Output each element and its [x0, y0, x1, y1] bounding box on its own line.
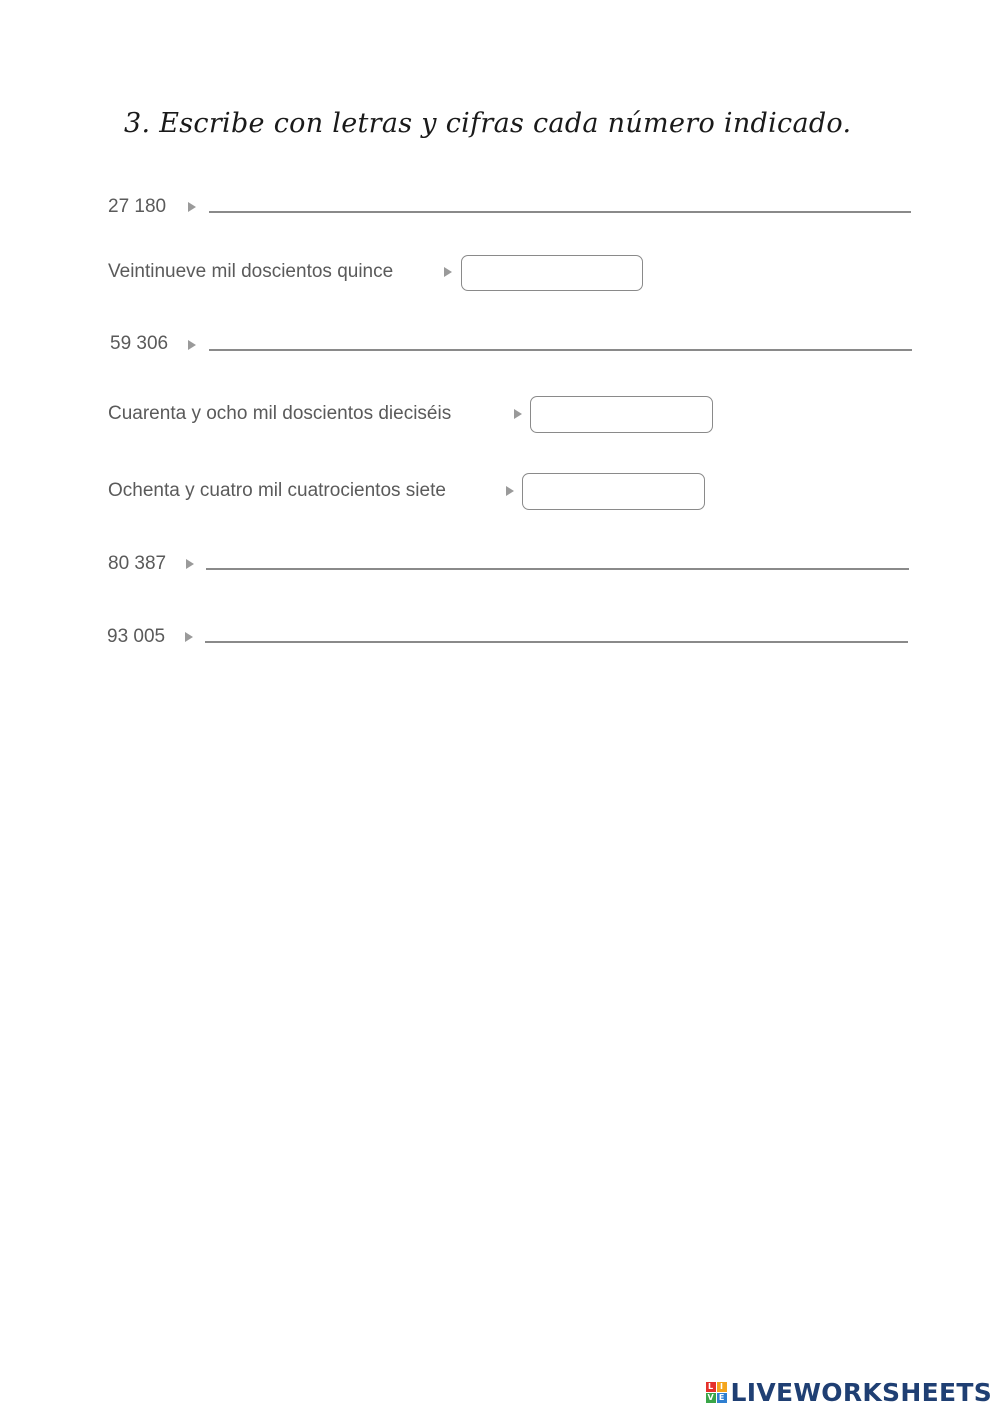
number-label: 59 306: [110, 333, 169, 354]
liveworksheets-logo: [706, 1378, 992, 1407]
number-label: 80 387: [108, 553, 167, 574]
arrow-icon: [186, 559, 194, 569]
logo-mark-cell: E: [717, 1393, 727, 1403]
number-label: 93 005: [107, 626, 166, 647]
arrow-icon: [514, 409, 522, 419]
answer-line[interactable]: [209, 349, 912, 351]
arrow-icon: [444, 267, 452, 277]
exercise-title: 3. Escribe con letras y cifras cada número indicado.: [124, 108, 852, 139]
answer-line[interactable]: [209, 211, 911, 213]
logo-mark-cell: I: [717, 1382, 727, 1392]
words-label: Cuarenta y ocho mil doscientos dieciséis: [108, 403, 452, 424]
logo-mark-icon: [706, 1382, 727, 1403]
logo-text: LIVEWORKSHEETS: [730, 1378, 992, 1407]
arrow-icon: [188, 202, 196, 212]
arrow-icon: [185, 632, 193, 642]
arrow-icon: [188, 340, 196, 350]
logo-mark-cell: V: [707, 1393, 714, 1402]
answer-line[interactable]: [206, 568, 909, 570]
answer-box[interactable]: [530, 396, 713, 433]
words-label: Ochenta y cuatro mil cuatrocientos siete: [108, 480, 446, 501]
answer-line[interactable]: [205, 641, 908, 643]
logo-mark-cell: L: [706, 1382, 716, 1392]
words-label: Veintinueve mil doscientos quince: [108, 261, 394, 282]
answer-box[interactable]: [461, 255, 643, 291]
number-label: 27 180: [108, 196, 167, 217]
arrow-icon: [506, 486, 514, 496]
answer-box[interactable]: [522, 473, 705, 510]
